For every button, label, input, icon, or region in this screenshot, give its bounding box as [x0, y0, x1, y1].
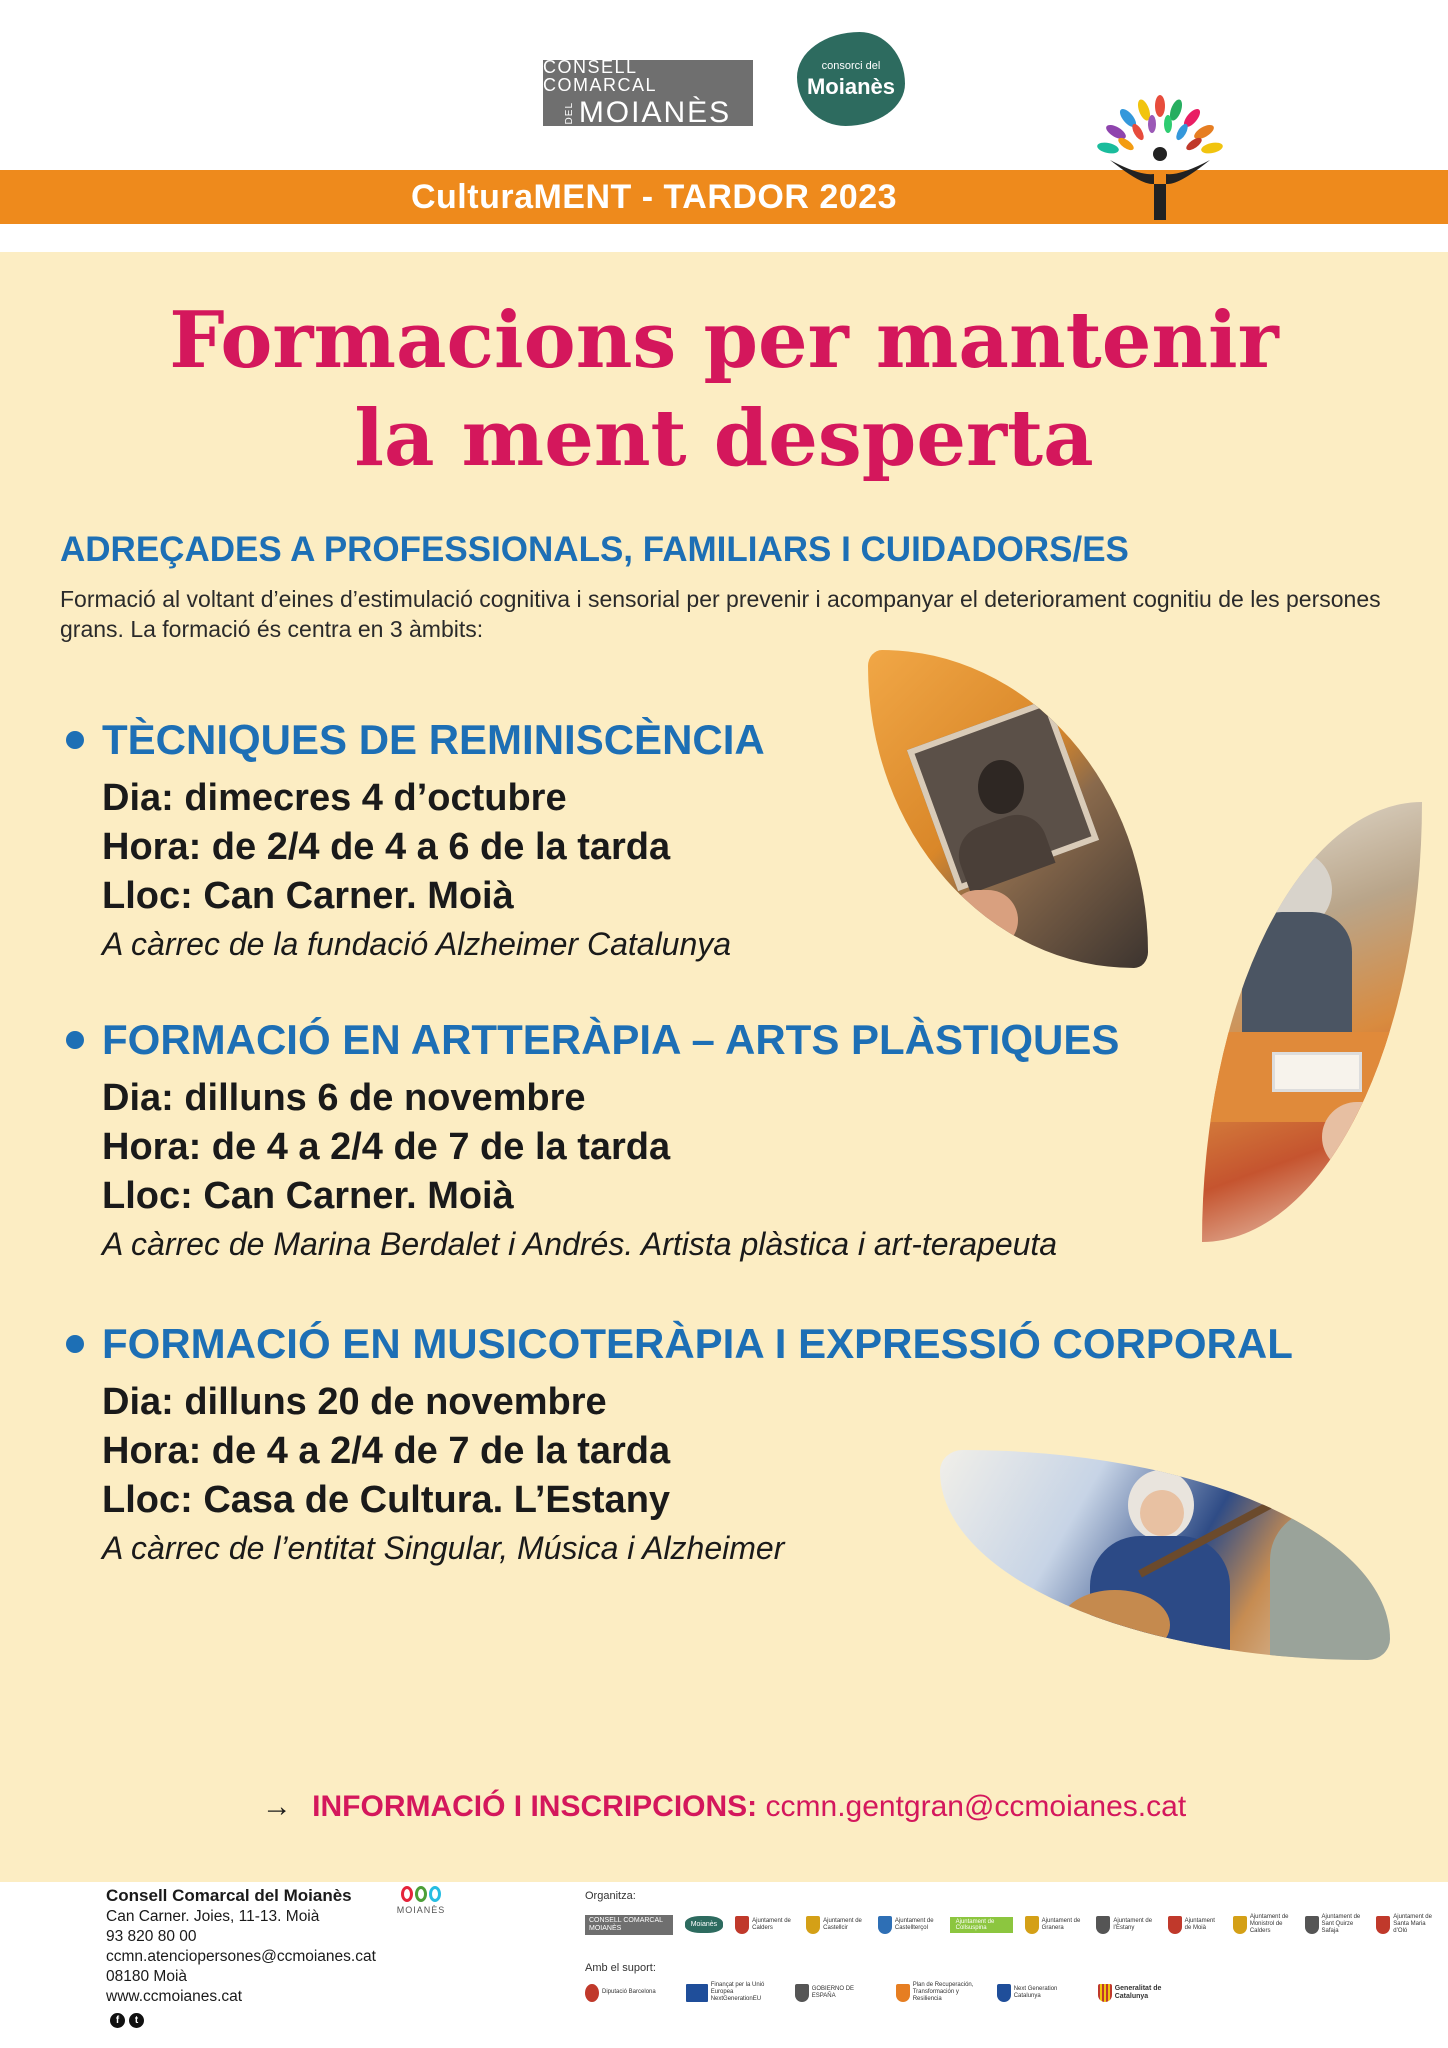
org-logo	[735, 1916, 794, 1934]
crest-icon	[795, 1984, 809, 2002]
org-logo	[1096, 1916, 1155, 1934]
org-name: Ajuntament de Monistrol de Calders	[1249, 1914, 1289, 1934]
organitza-label: Organitza:	[585, 1890, 636, 1902]
registration-email-link[interactable]: ccmn.gentgran@ccmoianes.cat	[765, 1790, 1187, 1823]
org-logo	[806, 1916, 866, 1934]
crest-icon	[806, 1916, 820, 1934]
section-place: Lloc: Casa de Cultura. L’Estany	[102, 1479, 671, 1521]
org-name: Finançat per la Unió Europea NextGenerationEU	[710, 1982, 765, 2002]
suport-logo	[686, 1982, 773, 2003]
section-place: Lloc: Can Carner. Moià	[102, 1175, 514, 1217]
organitza-logos	[585, 1914, 1448, 1935]
org-name: Plan de Recuperación, Transformación y Resiliencia	[912, 1982, 974, 2002]
suport-logos	[585, 1982, 1189, 2003]
org-name: Ajuntament de Sant Quirze Safaja	[1321, 1914, 1361, 1934]
contact-postal: 08180 Moià	[106, 1968, 188, 1985]
banner-text: CulturaMENT - TARDOR 2023	[410, 177, 898, 216]
crest-icon	[1168, 1916, 1182, 1934]
main-title-line2: la ment desperta	[354, 393, 1094, 484]
intro-text: Formació al voltant d’eines d’estimulació cognitiva i sensorial per prevenir i acompanyar el deteriorament cognitiu de les persones grans. La formació és centra en 3 àmbits:	[60, 586, 1381, 642]
suport-logo	[585, 1984, 656, 2002]
org-name: Ajuntament de Castellterçol	[894, 1917, 934, 1931]
section-music-therapy	[66, 1318, 1426, 1571]
ccm-logo	[543, 57, 753, 129]
org-name: Ajuntament de l’Estany	[1113, 1917, 1153, 1931]
twitter-icon[interactable]: t	[129, 2013, 144, 2028]
main-title-line1: Formacions per mantenir	[169, 295, 1279, 386]
section-place: Lloc: Can Carner. Moià	[102, 875, 514, 917]
crest-icon	[585, 1984, 599, 2002]
org-logo	[1376, 1914, 1436, 1935]
section-by: A càrrec de l’entitat Singular, Música i Alzheimer	[102, 1530, 785, 1566]
section-day: Dia: dimecres 4 d’octubre	[102, 777, 567, 819]
registration-info	[0, 1790, 1448, 1824]
bullet-icon	[66, 731, 84, 749]
tree-logo-icon	[1075, 92, 1245, 222]
section-day: Dia: dilluns 6 de novembre	[102, 1077, 586, 1119]
ods-logo	[395, 1886, 447, 1915]
contact-title: Consell Comarcal del Moianès	[106, 1886, 352, 1905]
org-name: Ajuntament de Collsuspina	[950, 1917, 1013, 1933]
suport-label: Amb el suport:	[585, 1962, 656, 1974]
suport-logo	[795, 1984, 874, 2002]
ccm-logo-line1: CONSELL COMARCAL	[543, 57, 658, 95]
org-name: Diputació Barcelona	[602, 1989, 656, 1995]
org-name: Ajuntament de Santa Maria d’Oló	[1393, 1914, 1432, 1934]
org-name: GOBIERNO DE ESPAÑA	[811, 1985, 855, 1999]
facebook-icon[interactable]: f	[110, 2013, 125, 2028]
audience-heading: ADREÇADES A PROFESSIONALS, FAMILIARS I CUIDADORS/ES	[60, 530, 1129, 569]
crest-icon	[878, 1916, 892, 1934]
consorci-logo-line2: Moianès	[806, 73, 896, 99]
org-name: CONSELL COMARCAL MOIANÈS	[585, 1915, 673, 1935]
consorci-logo-line1: consorci del	[821, 59, 881, 72]
ccm-logo-line2: MOIANÈS	[578, 96, 732, 129]
crest-icon	[1096, 1916, 1110, 1934]
ods-label: MOIANÈS	[396, 1905, 446, 1915]
org-name: Ajuntament de Castellcir	[823, 1917, 862, 1931]
section-title: FORMACIÓ EN MUSICOTERÀPIA I EXPRESSIÓ CORPORAL	[102, 1320, 1293, 1367]
section-by: A càrrec de Marina Berdalet i Andrés. Artista plàstica i art-terapeuta	[102, 1226, 1058, 1262]
section-time: Hora: de 4 a 2/4 de 7 de la tarda	[102, 1126, 671, 1168]
contact-address: Can Carner. Joies, 11-13. Moià	[106, 1908, 320, 1925]
arrow-right-icon: →	[261, 1790, 292, 1823]
org-name: Next Generation Catalunya	[1013, 1985, 1058, 1999]
org-logo	[950, 1917, 1013, 1933]
section-heading	[66, 1318, 1426, 1370]
section-title: TÈCNIQUES DE REMINISCÈNCIA	[102, 716, 765, 763]
org-logo	[585, 1915, 673, 1935]
bullet-icon	[66, 1031, 84, 1049]
crest-icon	[997, 1984, 1011, 2002]
eu-flag-icon	[686, 1984, 708, 2002]
org-logo	[1233, 1914, 1293, 1935]
org-name: Ajuntament de Granera	[1041, 1917, 1081, 1931]
org-logo	[685, 1916, 723, 1933]
ccm-logo-line2a: DEL	[563, 101, 575, 125]
suport-logo	[896, 1982, 975, 2003]
org-logo	[1025, 1916, 1085, 1934]
section-title: FORMACIÓ EN ARTTERÀPIA – ARTS PLÀSTIQUES	[102, 1016, 1120, 1063]
section-day: Dia: dilluns 20 de novembre	[102, 1381, 607, 1423]
footer-contact	[106, 1886, 376, 2028]
contact-phone: 93 820 80 00	[106, 1928, 197, 1945]
org-name: Ajuntament de Calders	[752, 1917, 791, 1931]
suport-logo	[1098, 1984, 1177, 2002]
org-logo	[878, 1916, 938, 1934]
org-name: Ajuntament de Moià	[1184, 1917, 1215, 1931]
crest-icon	[735, 1916, 749, 1934]
contact-email-link[interactable]: ccmn.atenciopersones@ccmoianes.cat	[106, 1948, 376, 1965]
org-name: Moianès	[685, 1916, 723, 1933]
crest-icon	[896, 1984, 910, 2002]
bullet-icon	[66, 1335, 84, 1353]
crest-icon	[1233, 1916, 1247, 1934]
crest-icon	[1376, 1916, 1390, 1934]
crest-icon	[1305, 1916, 1319, 1934]
social-links	[110, 2013, 376, 2028]
crest-icon	[1025, 1916, 1039, 1934]
section-time: Hora: de 4 a 2/4 de 7 de la tarda	[102, 1430, 671, 1472]
consorci-logo	[797, 32, 905, 126]
org-name: Generalitat de Catalunya	[1114, 1984, 1162, 2000]
section-time: Hora: de 2/4 de 4 a 6 de la tarda	[102, 826, 671, 868]
ods-letters	[395, 1886, 447, 1902]
section-heading	[66, 1014, 1426, 1066]
org-logo	[1168, 1916, 1221, 1934]
org-logo	[1305, 1914, 1365, 1935]
section-by: A càrrec de la fundació Alzheimer Catalunya	[102, 926, 732, 962]
section-art-therapy	[66, 1014, 1426, 1267]
section-heading	[66, 714, 1426, 766]
suport-logo	[997, 1984, 1076, 2002]
crest-icon	[1098, 1984, 1112, 2002]
contact-web-link[interactable]: www.ccmoianes.cat	[106, 1988, 243, 2005]
section-reminiscence	[66, 714, 1426, 967]
registration-label: INFORMACIÓ I INSCRIPCIONS:	[312, 1790, 758, 1823]
